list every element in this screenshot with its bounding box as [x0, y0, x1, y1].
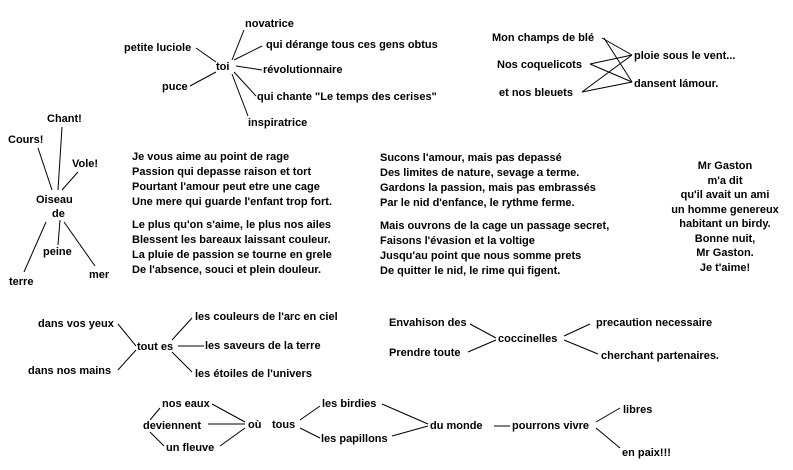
poem-line: Blessent les bareaux laissant couleur. — [132, 234, 331, 246]
poem-line: Gardons la passion, mais pas embrassés — [380, 182, 596, 194]
word-precaution: precaution necessaire — [596, 317, 713, 329]
word-prendre-toute: Prendre toute — [389, 347, 461, 359]
poem-right — [380, 151, 609, 279]
poem-line: Par le nid d'enfance, le rythme ferme. — [380, 197, 575, 209]
note-line: un homme genereux — [671, 203, 779, 216]
word-cherchant: cherchant partenaires. — [601, 350, 719, 362]
word-petite-luciole: petite luciole — [124, 42, 192, 54]
stanza-gap — [132, 210, 332, 218]
note-line: Mr Gaston — [697, 160, 753, 172]
word-terre: terre — [9, 276, 34, 288]
note-line: Mr Gaston. — [696, 247, 754, 259]
word-qui-derange: qui dérange tous ces gens obtus — [266, 39, 438, 51]
word-un-fleuve: un fleuve — [166, 442, 215, 454]
word-dans-vos-yeux: dans vos yeux — [38, 318, 114, 330]
word-novatrice: novatrice — [245, 18, 294, 30]
word-revolutionnaire: révolutionnaire — [263, 64, 343, 76]
note-line: Je t'aime! — [699, 261, 751, 274]
word-bleuets: et nos bleuets — [499, 87, 573, 99]
word-ou: où — [248, 419, 262, 431]
poem-left — [132, 150, 332, 278]
word-oiseau: Oiseau — [36, 194, 73, 206]
poem-line: De l'absence, souci et plein douleur. — [132, 264, 322, 276]
word-papillons: les papillons — [321, 433, 388, 445]
poem-line: Sucons l'amour, mais pas depassé — [380, 152, 562, 164]
word-toi: toi — [216, 61, 230, 73]
word-tout-es: tout es — [137, 341, 174, 353]
word-libres: libres — [623, 404, 653, 416]
poem-line: Une mere qui guarde l'enfant trop fort. — [132, 196, 333, 208]
word-du-monde: du monde — [430, 420, 483, 432]
stanza-gap — [380, 211, 609, 219]
word-deviennent: deviennent — [143, 420, 202, 432]
word-ploie: ploie sous le vent... — [634, 50, 736, 62]
gaston-note — [664, 159, 786, 275]
word-coccinelles: coccinelles — [498, 333, 558, 345]
word-nos-eaux: nos eaux — [162, 398, 210, 410]
poem-line: De quitter le nid, le rime qui figent. — [380, 265, 561, 277]
poem-line: Jusqu'au point que nous somme prets — [380, 250, 582, 262]
poem-line: La pluie de passion se tourne en grele — [132, 249, 332, 261]
word-peine: peine — [43, 246, 72, 258]
word-cours: Cours! — [8, 134, 44, 146]
word-pourrons-vivre: pourrons vivre — [512, 420, 590, 432]
word-saveurs: les saveurs de la terre — [205, 340, 321, 352]
word-puce: puce — [162, 81, 188, 93]
poem-line: Le plus qu'on s'aime, le plus nos ailes — [132, 219, 332, 231]
note-line: m'a dit — [707, 174, 743, 187]
poem-line: Faisons l'évasion et la voltige — [380, 235, 535, 247]
note-line: habitant un birdy. — [679, 218, 771, 230]
word-etoiles: les étoiles de l'univers — [195, 368, 312, 380]
word-coquelicots: Nos coquelicots — [497, 59, 582, 71]
note-line: Bonne nuit, — [694, 232, 756, 245]
word-inspiratrice: inspiratrice — [248, 117, 308, 129]
word-couleurs: les couleurs de l'arc en ciel — [195, 311, 338, 323]
word-envahison: Envahison des — [389, 317, 467, 329]
poem-line: Des limites de nature, sevage a terme. — [380, 167, 580, 179]
word-de: de — [52, 208, 65, 220]
note-line: qu'il avait un ami — [680, 189, 770, 201]
word-tous: tous — [272, 419, 296, 431]
poem-line: Pourtant l'amour peut etre une cage — [132, 181, 320, 193]
word-en-paix: en paix!!! — [622, 447, 671, 459]
word-chant: Chant! — [47, 113, 82, 125]
word-vole: Vole! — [72, 158, 99, 170]
poem-line: Mais ouvrons de la cage un passage secret, — [380, 220, 610, 232]
poem-line: Je vous aime au point de rage — [132, 151, 290, 163]
word-dansent: dansent lámour. — [634, 78, 719, 90]
word-qui-chante: qui chante "Le temps des cerises" — [257, 91, 437, 103]
word-mer: mer — [89, 269, 110, 281]
poem-line: Passion qui depasse raison et tort — [132, 166, 312, 178]
word-mon-champs: Mon champs de blé — [492, 32, 595, 44]
word-dans-nos-mains: dans nos mains — [28, 365, 112, 377]
word-birdies: les birdies — [322, 398, 377, 410]
